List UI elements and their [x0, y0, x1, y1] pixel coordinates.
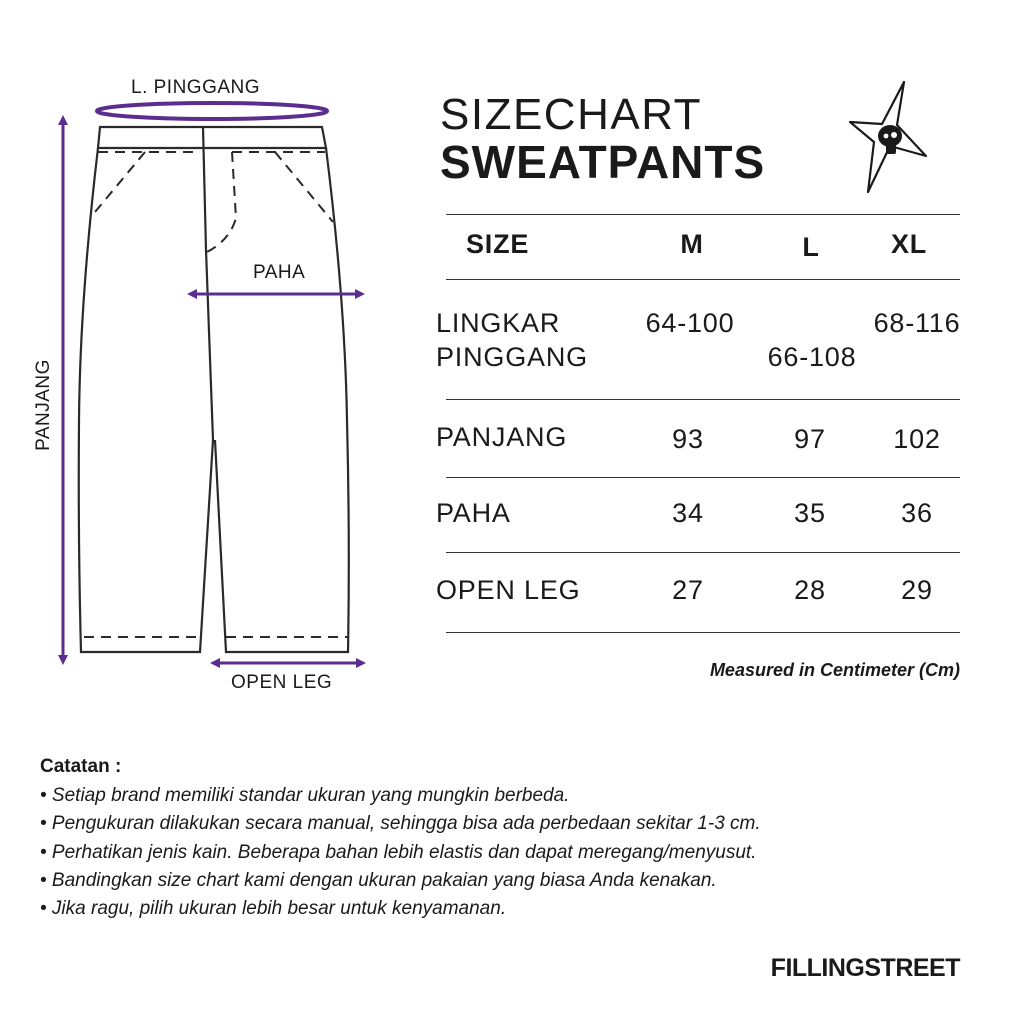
- row-label-waist-1: LINGKAR: [436, 308, 561, 338]
- row-label-length: PANJANG: [436, 422, 568, 452]
- footnote-unit: (Cm): [919, 660, 960, 680]
- footnote-text: Measured in Centimeter: [709, 660, 919, 680]
- pants-diagram: [0, 0, 430, 720]
- cell-length-xl: 102: [893, 424, 941, 454]
- waist-label: L. PINGGANG: [131, 77, 261, 98]
- title-sizechart: SIZECHART: [440, 90, 703, 139]
- table-rule: [446, 399, 960, 400]
- table-rule: [446, 552, 960, 553]
- header-size: SIZE: [466, 229, 530, 259]
- cell-length-l: 97: [794, 424, 826, 454]
- notes-heading: Catatan :: [40, 756, 122, 777]
- cell-waist-m: 64-100: [645, 308, 735, 338]
- header-m: M: [680, 229, 704, 259]
- header-xl: XL: [890, 229, 928, 259]
- cell-leg-opening-m: 27: [672, 575, 704, 605]
- note-item: • Pengukuran dilakukan secara manual, sehingga bisa ada perbedaan sekitar 1-3 cm.: [40, 813, 761, 835]
- cell-thigh-xl: 36: [901, 498, 933, 528]
- note-item: • Setiap brand memiliki standar ukuran yang mungkin berbeda.: [40, 785, 570, 806]
- unit-footnote: [710, 660, 960, 681]
- length-label: PANJANG: [33, 359, 54, 451]
- table-rule: [446, 279, 960, 280]
- cell-waist-l: 66-108: [767, 342, 857, 372]
- table-rule: [446, 477, 960, 478]
- star-skull-icon: [848, 80, 928, 194]
- row-label-thigh: PAHA: [436, 498, 511, 528]
- cell-thigh-l: 35: [794, 498, 826, 528]
- note-item: • Jika ragu, pilih ukuran lebih besar untuk kenyamanan.: [40, 898, 507, 920]
- thigh-label: PAHA: [253, 262, 306, 283]
- pants-outline: [79, 127, 349, 652]
- leg-opening-label: OPEN LEG: [231, 672, 333, 693]
- cell-length-m: 93: [672, 424, 704, 454]
- notes-list: [40, 782, 761, 923]
- cell-waist-xl: 68-116: [873, 308, 961, 338]
- row-label-waist-2: PINGGANG: [436, 342, 588, 372]
- note-item: • Bandingkan size chart kami dengan ukuran pakaian yang biasa Anda kenakan.: [40, 869, 717, 891]
- brand-logo-text: FILLINGSTREET: [770, 954, 960, 982]
- row-label-leg-opening: OPEN LEG: [436, 575, 581, 605]
- cell-leg-opening-l: 28: [794, 575, 826, 605]
- note-item: • Perhatikan jenis kain. Beberapa bahan lebih elastis dan dapat meregang/menyusut.: [40, 841, 757, 863]
- header-l: L: [802, 232, 820, 262]
- waist-measure-ellipse: [97, 103, 327, 119]
- pants-seams: [84, 152, 348, 637]
- table-rule-top: [446, 214, 960, 215]
- title-sweatpants: SWEATPANTS: [440, 136, 766, 188]
- cell-leg-opening-xl: 29: [901, 575, 933, 605]
- cell-thigh-m: 34: [672, 498, 704, 528]
- table-rule-bottom: [446, 632, 960, 633]
